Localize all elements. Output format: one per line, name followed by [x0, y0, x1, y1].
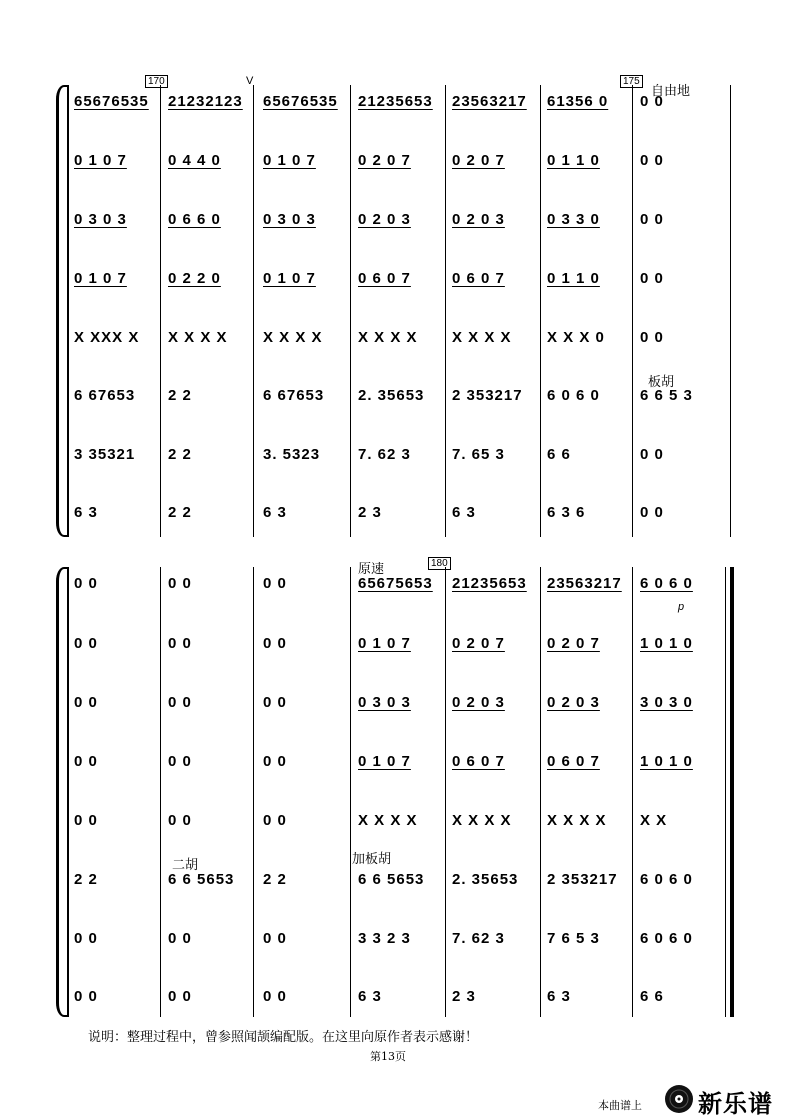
- note-cell-r7-m4: 7. 62 3: [358, 446, 411, 463]
- note-cell-r6-m3: 6 67653: [263, 387, 325, 404]
- note-cell-r4-m6: 0 6 0 7: [547, 753, 600, 770]
- note-cell-r2-m3: 0 1 0 7: [263, 152, 316, 169]
- note-cell-r8-m5: 2 3: [452, 988, 476, 1005]
- note-cell-r6-m1: 2 2: [74, 871, 98, 888]
- barline: [540, 85, 541, 537]
- note-cell-r2-m4: 0 2 0 7: [358, 152, 411, 169]
- page-number: 第13页: [370, 1050, 406, 1063]
- note-cell-r3-m4: 0 2 0 3: [358, 211, 411, 228]
- tempo-free-label: 自由地: [651, 83, 691, 98]
- note-cell-r5-m6: X X X 0: [547, 329, 605, 346]
- note-cell-r3-m5: 0 2 0 3: [452, 694, 505, 711]
- note-cell-r2-m6: 0 2 0 7: [547, 635, 600, 652]
- note-cell-r3-m6: 0 3 3 0: [547, 211, 600, 228]
- tempo-original-label: 原速: [358, 561, 385, 576]
- breath-mark: V: [246, 75, 254, 87]
- note-cell-r1-m5: 21235653: [452, 575, 527, 592]
- barline: [730, 567, 734, 1017]
- note-cell-r3-m1: 0 0: [74, 694, 98, 711]
- note-cell-r8-m6: 6 3: [547, 988, 571, 1005]
- note-cell-r4-m3: 0 0: [263, 753, 287, 770]
- note-cell-r2-m2: 0 4 4 0: [168, 152, 221, 169]
- system-line: [67, 85, 69, 537]
- note-cell-r4-m6: 0 1 1 0: [547, 270, 600, 287]
- barline: [253, 85, 254, 537]
- note-cell-r1-m7: 6 0 6 0: [640, 575, 693, 592]
- note-cell-r1-m3: 65676535: [263, 93, 338, 110]
- note-cell-r4-m2: 0 0: [168, 753, 192, 770]
- note-cell-r8-m1: 0 0: [74, 988, 98, 1005]
- note-cell-r2-m4: 0 1 0 7: [358, 635, 411, 652]
- note-cell-r1-m3: 0 0: [263, 575, 287, 592]
- system-line: [67, 567, 69, 1017]
- note-cell-r6-m7: 6 6 5 3: [640, 387, 693, 404]
- note-cell-r1-m2: 0 0: [168, 575, 192, 592]
- note-cell-r3-m1: 0 3 0 3: [74, 211, 127, 228]
- note-cell-r6-m2: 6 6 5653: [168, 871, 235, 888]
- note-cell-r1-m2: 21232123: [168, 93, 243, 110]
- note-cell-r6-m4: 2. 35653: [358, 387, 425, 404]
- note-cell-r1-m1: 65676535: [74, 93, 149, 110]
- brand-name: 新乐谱: [698, 1091, 773, 1118]
- barline: [160, 567, 161, 1017]
- barline: [632, 85, 633, 537]
- note-cell-r8-m3: 6 3: [263, 504, 287, 521]
- note-cell-r7-m5: 7. 62 3: [452, 930, 505, 947]
- add-banhu-label: 加板胡: [352, 851, 392, 866]
- note-cell-r4-m1: 0 1 0 7: [74, 270, 127, 287]
- note-cell-r5-m5: X X X X: [452, 812, 512, 829]
- note-cell-r2-m1: 0 1 0 7: [74, 152, 127, 169]
- note-cell-r5-m4: X X X X: [358, 812, 418, 829]
- note-cell-r3-m2: 0 6 6 0: [168, 211, 221, 228]
- note-cell-r8-m3: 0 0: [263, 988, 287, 1005]
- score-system-2: [60, 558, 730, 1017]
- barline: [253, 567, 254, 1017]
- record-logo-icon: [664, 1084, 694, 1114]
- footer-note: 说明：整理过程中，曾参照闻颉编配版。在这里向原作者表示感谢！: [88, 1029, 479, 1044]
- dynamic-marking: p: [678, 601, 685, 613]
- note-cell-r5-m2: 0 0: [168, 812, 192, 829]
- note-cell-r1-m7: 0 0: [640, 93, 664, 110]
- note-cell-r5-m1: X XXX X: [74, 329, 140, 346]
- note-cell-r4-m7: 1 0 1 0: [640, 753, 693, 770]
- note-cell-r6-m3: 2 2: [263, 871, 287, 888]
- note-cell-r2-m2: 0 0: [168, 635, 192, 652]
- note-cell-r3-m3: 0 0: [263, 694, 287, 711]
- barline: [160, 85, 161, 537]
- note-cell-r6-m1: 6 67653: [74, 387, 136, 404]
- note-cell-r8-m4: 2 3: [358, 504, 382, 521]
- note-cell-r2-m5: 0 2 0 7: [452, 152, 505, 169]
- note-cell-r7-m3: 3. 5323: [263, 446, 321, 463]
- barline: [632, 567, 633, 1017]
- note-cell-r3-m2: 0 0: [168, 694, 192, 711]
- note-cell-r7-m5: 7. 65 3: [452, 446, 505, 463]
- note-cell-r2-m6: 0 1 1 0: [547, 152, 600, 169]
- note-cell-r2-m7: 0 0: [640, 152, 664, 169]
- barline: [445, 85, 446, 537]
- note-cell-r7-m1: 3 35321: [74, 446, 136, 463]
- banhu-label: 板胡: [648, 374, 675, 389]
- note-cell-r4-m4: 0 1 0 7: [358, 753, 411, 770]
- note-cell-r6-m5: 2 353217: [452, 387, 523, 404]
- barline: [445, 567, 446, 1017]
- note-cell-r7-m4: 3 3 2 3: [358, 930, 411, 947]
- erhu-label: 二胡: [172, 857, 199, 872]
- barline: [540, 567, 541, 1017]
- note-cell-r5-m1: 0 0: [74, 812, 98, 829]
- note-cell-r6-m7: 6 0 6 0: [640, 871, 693, 888]
- note-cell-r4-m5: 0 6 0 7: [452, 270, 505, 287]
- note-cell-r6-m5: 2. 35653: [452, 871, 519, 888]
- note-cell-r5-m7: X X: [640, 812, 668, 829]
- measure-number-175: 175: [620, 75, 643, 88]
- note-cell-r3-m7: 0 0: [640, 211, 664, 228]
- note-cell-r2-m1: 0 0: [74, 635, 98, 652]
- note-cell-r8-m6: 6 3 6: [547, 504, 586, 521]
- note-cell-r3-m7: 3 0 3 0: [640, 694, 693, 711]
- note-cell-r5-m4: X X X X: [358, 329, 418, 346]
- note-cell-r5-m2: X X X X: [168, 329, 228, 346]
- note-cell-r4-m2: 0 2 2 0: [168, 270, 221, 287]
- measure-number-170: 170: [145, 75, 168, 88]
- note-cell-r8-m2: 2 2: [168, 504, 192, 521]
- barline: [350, 85, 351, 537]
- note-cell-r8-m4: 6 3: [358, 988, 382, 1005]
- note-cell-r1-m6: 23563217: [547, 575, 622, 592]
- note-cell-r6-m4: 6 6 5653: [358, 871, 425, 888]
- score-system-1: [60, 75, 730, 537]
- note-cell-r8-m7: 0 0: [640, 504, 664, 521]
- note-cell-r1-m5: 23563217: [452, 93, 527, 110]
- note-cell-r3-m6: 0 2 0 3: [547, 694, 600, 711]
- note-cell-r7-m2: 2 2: [168, 446, 192, 463]
- note-cell-r8-m7: 6 6: [640, 988, 664, 1005]
- barline: [350, 567, 351, 1017]
- final-barline-thin: [725, 567, 726, 1017]
- note-cell-r7-m3: 0 0: [263, 930, 287, 947]
- note-cell-r6-m6: 6 0 6 0: [547, 387, 600, 404]
- note-cell-r7-m2: 0 0: [168, 930, 192, 947]
- note-cell-r2-m3: 0 0: [263, 635, 287, 652]
- note-cell-r1-m1: 0 0: [74, 575, 98, 592]
- note-cell-r1-m6: 61356 0: [547, 93, 609, 110]
- note-cell-r8-m2: 0 0: [168, 988, 192, 1005]
- note-cell-r5-m3: X X X X: [263, 329, 323, 346]
- note-cell-r7-m7: 6 0 6 0: [640, 930, 693, 947]
- credit-text: 本曲谱上: [598, 1100, 642, 1112]
- note-cell-r6-m2: 2 2: [168, 387, 192, 404]
- measure-number-180: 180: [428, 557, 451, 570]
- note-cell-r5-m3: 0 0: [263, 812, 287, 829]
- note-cell-r3-m3: 0 3 0 3: [263, 211, 316, 228]
- note-cell-r8-m5: 6 3: [452, 504, 476, 521]
- note-cell-r6-m6: 2 353217: [547, 871, 618, 888]
- note-cell-r8-m1: 6 3: [74, 504, 98, 521]
- note-cell-r4-m1: 0 0: [74, 753, 98, 770]
- note-cell-r7-m1: 0 0: [74, 930, 98, 947]
- barline: [730, 85, 731, 537]
- note-cell-r7-m6: 6 6: [547, 446, 571, 463]
- note-cell-r4-m4: 0 6 0 7: [358, 270, 411, 287]
- note-cell-r3-m5: 0 2 0 3: [452, 211, 505, 228]
- note-cell-r4-m3: 0 1 0 7: [263, 270, 316, 287]
- note-cell-r4-m5: 0 6 0 7: [452, 753, 505, 770]
- note-cell-r3-m4: 0 3 0 3: [358, 694, 411, 711]
- note-cell-r5-m6: X X X X: [547, 812, 607, 829]
- note-cell-r7-m7: 0 0: [640, 446, 664, 463]
- note-cell-r5-m7: 0 0: [640, 329, 664, 346]
- note-cell-r2-m7: 1 0 1 0: [640, 635, 693, 652]
- note-cell-r5-m5: X X X X: [452, 329, 512, 346]
- note-cell-r7-m6: 7 6 5 3: [547, 930, 600, 947]
- note-cell-r1-m4: 65675653: [358, 575, 433, 592]
- note-cell-r1-m4: 21235653: [358, 93, 433, 110]
- note-cell-r2-m5: 0 2 0 7: [452, 635, 505, 652]
- note-cell-r4-m7: 0 0: [640, 270, 664, 287]
